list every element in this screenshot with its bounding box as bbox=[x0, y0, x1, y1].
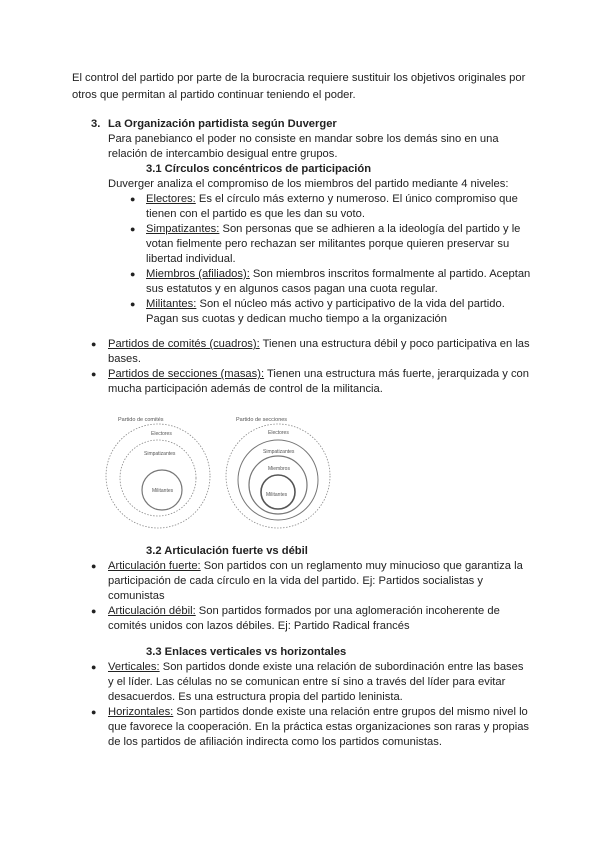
list-item bbox=[108, 705, 528, 720]
list-item bbox=[108, 604, 500, 619]
list-item-cont: desacuerdos. Es una estructura propia del partido leninista. bbox=[108, 691, 403, 703]
definition: Tienen una estructura débil y poco participativa en las bbox=[259, 338, 530, 350]
bullet-icon: ● bbox=[91, 707, 97, 717]
term: Militantes: bbox=[146, 298, 197, 310]
right-ring-miembros bbox=[249, 456, 307, 514]
term: Verticales: bbox=[108, 661, 160, 673]
list-item bbox=[146, 222, 520, 237]
list-item bbox=[108, 367, 529, 382]
right-label-miembros: Miembros bbox=[268, 466, 290, 472]
intro-line-1: El control del partido por parte de la burocracia requiere sustituir los objetivos originales por bbox=[72, 72, 526, 84]
list-item bbox=[146, 192, 518, 207]
list-item-cont: que favorece la cooperación. En la práctica estas organizaciones son raras y propias bbox=[108, 721, 530, 733]
definition: Son partidos formados por una aglomeración incoherente de bbox=[195, 605, 500, 617]
intro-line-2: otros que permitan al partido continuar teniendo el poder. bbox=[72, 89, 356, 101]
list-item-cont: Pagan sus cuotas y dedican mucho tiempo a la organización bbox=[146, 313, 448, 325]
left-ring-electores bbox=[106, 424, 210, 528]
term: Electores: bbox=[146, 193, 196, 205]
definition: Son personas que se adhieren a la ideología del partido y le bbox=[219, 223, 521, 235]
left-diagram-title: Partido de comités bbox=[118, 417, 164, 423]
definition: Son el núcleo más activo y participativo de la vida del partido. bbox=[196, 298, 505, 310]
list-item-cont: comités unidos con lazos débiles. Ej: Partido Radical francés bbox=[108, 620, 410, 632]
term: Simpatizantes: bbox=[146, 223, 220, 235]
term: Miembros (afiliados): bbox=[146, 268, 250, 280]
right-label-electores: Electores bbox=[268, 430, 289, 436]
term: Partidos de comités (cuadros): bbox=[108, 338, 260, 350]
definition: Son partidos con un reglamento muy minucioso que garantiza la bbox=[200, 560, 523, 572]
list-item-cont: de los partidos de afiliación indirecta como los partidos comunistas. bbox=[108, 736, 442, 748]
list-item-cont: votan fielmente pero rechazan ser militantes porque quieren preservar su bbox=[146, 238, 510, 250]
section-3-number: 3. bbox=[91, 118, 101, 130]
list-item-cont: y el líder. Las células no se comunican entre sí sino a través del líder para evitar bbox=[108, 676, 506, 688]
list-item bbox=[108, 337, 530, 352]
definition: Tienen una estructura más fuerte, jerarquizada y con bbox=[264, 368, 529, 380]
subsection-3-1-intro: Duverger analiza el compromiso de los miembros del partido mediante 4 niveles: bbox=[108, 178, 509, 190]
bullet-icon: ● bbox=[130, 269, 136, 279]
term: Horizontales: bbox=[108, 706, 174, 718]
left-label-electores: Electores bbox=[151, 431, 172, 437]
right-label-militantes: Militantes bbox=[266, 492, 288, 498]
list-item-cont: sus estatutos y en algunos casos pagan una cuota regular. bbox=[146, 283, 438, 295]
left-label-militantes: Militantes bbox=[152, 488, 174, 494]
bullet-icon: ● bbox=[91, 662, 97, 672]
subsection-3-2-title: 3.2 Articulación fuerte vs débil bbox=[146, 545, 308, 557]
term: Articulación fuerte: bbox=[108, 560, 201, 572]
list-item-cont: participación de cada círculo en la vida del partido. Ej: Partidos socialistas y bbox=[108, 575, 483, 587]
list-item bbox=[108, 559, 523, 574]
term: Articulación débil: bbox=[108, 605, 196, 617]
definition: Son partidos donde existe una relación de subordinación entre las bases bbox=[159, 661, 524, 673]
bullet-icon: ● bbox=[91, 561, 97, 571]
list-item bbox=[146, 267, 530, 282]
list-item-cont: mucha participación además de control de la militancia. bbox=[108, 383, 383, 395]
bullet-icon: ● bbox=[130, 299, 136, 309]
list-item-cont: comunistas bbox=[108, 590, 165, 602]
term: Partidos de secciones (masas): bbox=[108, 368, 265, 380]
bullet-icon: ● bbox=[91, 369, 97, 379]
list-item-cont: bases. bbox=[108, 353, 141, 365]
bullet-icon: ● bbox=[91, 339, 97, 349]
section-3-desc-2: relación de intercambio desigual entre grupos. bbox=[108, 148, 338, 160]
list-item-cont: libertad individual. bbox=[146, 253, 236, 265]
section-3-title: La Organización partidista según Duverger bbox=[108, 118, 337, 130]
definition: Son partidos donde existe una relación entre grupos del mismo nivel lo bbox=[173, 706, 528, 718]
section-3-desc-1: Para panebianco el poder no consiste en mandar sobre los demás sino en una bbox=[108, 133, 499, 145]
bullet-icon: ● bbox=[91, 606, 97, 616]
subsection-3-1-title: 3.1 Círculos concéntricos de participación bbox=[146, 163, 372, 175]
subsection-3-3-title: 3.3 Enlaces verticales vs horizontales bbox=[146, 646, 347, 658]
list-item bbox=[146, 297, 505, 312]
left-label-simpatizantes: Simpatizantes bbox=[144, 451, 176, 457]
definition: Son miembros inscritos formalmente al partido. Aceptan bbox=[249, 268, 531, 280]
concentric-circles-figure bbox=[100, 408, 360, 536]
list-item bbox=[108, 660, 523, 675]
bullet-icon: ● bbox=[130, 194, 136, 204]
bullet-icon: ● bbox=[130, 224, 136, 234]
list-item-cont: tienen con el partido es que les dan su voto. bbox=[146, 208, 365, 220]
right-diagram-title: Partido de secciones bbox=[236, 417, 288, 423]
definition: Es el círculo más externo y numeroso. El único compromiso que bbox=[195, 193, 518, 205]
right-label-simpatizantes: Simpatizantes bbox=[263, 449, 295, 455]
